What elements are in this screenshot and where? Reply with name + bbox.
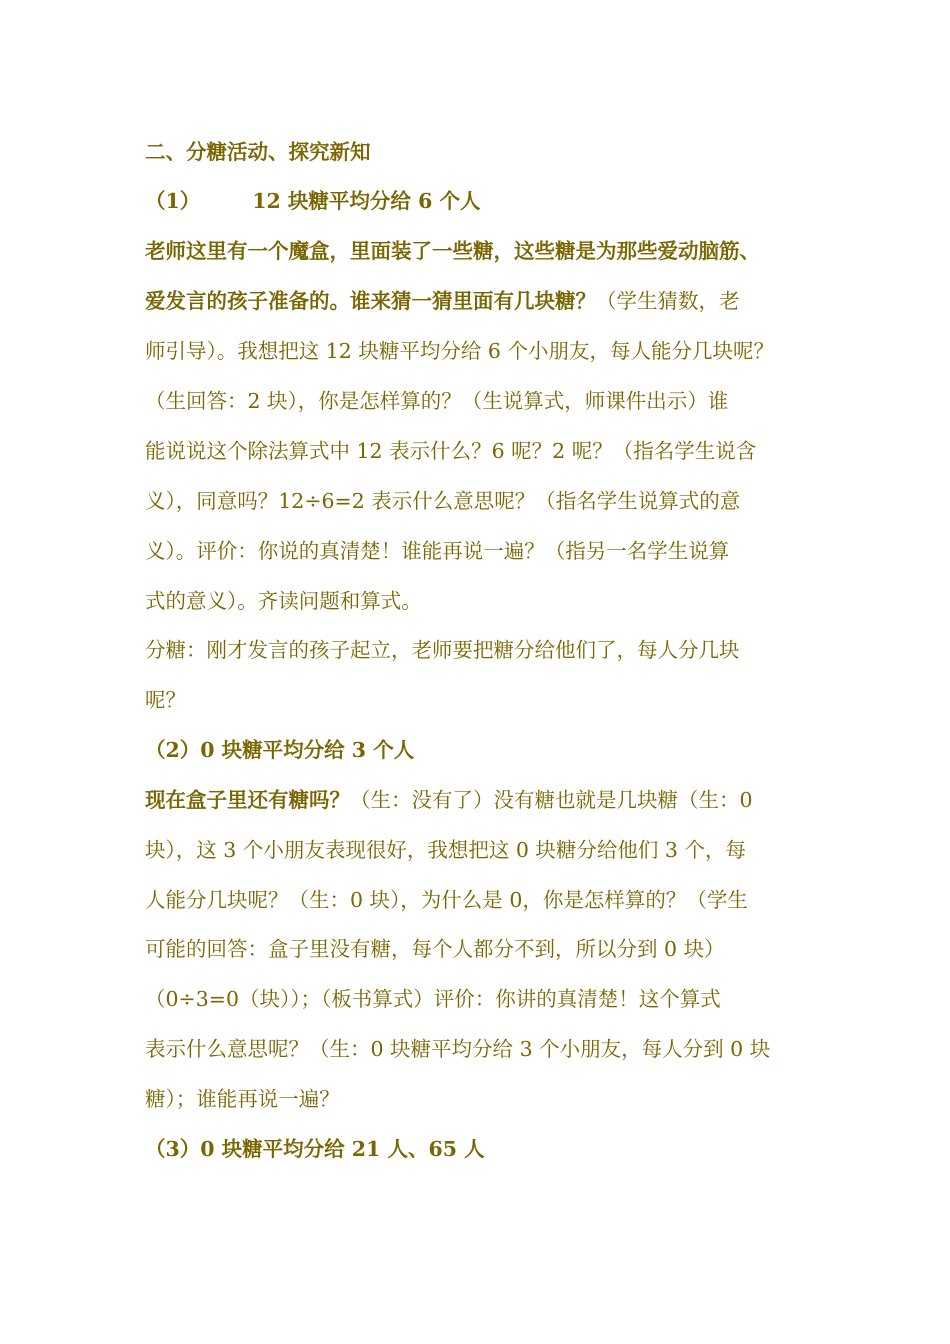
subsection-text: 12 块糖平均分给 6 个人 [252, 189, 481, 213]
paragraph-line [145, 787, 753, 813]
bold-text: 爱发言的孩子准备的。谁来猜一猜里面有几块糖？ [145, 289, 596, 313]
subsection-number: （1） [145, 189, 201, 213]
paragraph-line: 糖）；谁能再说一遍？ [145, 1087, 340, 1111]
subsection-title-2: （2）0 块糖平均分给 3 个人 [145, 738, 415, 762]
subsection-title-3: （3）0 块糖平均分给 21 人、65 人 [145, 1137, 485, 1161]
paragraph-line: 可能的回答：盒子里没有糖，每个人都分不到，所以分到 0 块） [145, 937, 725, 961]
paragraph-line: （0÷3=0（块））；（板书算式）评价：你讲的真清楚！这个算式 [145, 987, 721, 1011]
paragraph-line: 呢？ [145, 688, 186, 712]
bold-text: 现在盒子里还有糖吗？ [145, 788, 350, 812]
paragraph-line: 老师这里有一个魔盒，里面装了一些糖，这些糖是为那些爱动脑筋、 [145, 239, 760, 263]
paragraph-line: 表示什么意思呢？（生：0 块糖平均分给 3 个小朋友，每人分到 0 块 [145, 1037, 771, 1061]
paragraph-line: 能说说这个除法算式中 12 表示什么？6 呢？2 呢？（指名学生说含 [145, 439, 757, 463]
subsection-title-1 [145, 188, 480, 214]
paragraph-line [145, 288, 740, 314]
plain-text: （生：没有了）没有糖也就是几块糖（生：0 [350, 788, 753, 812]
paragraph-line: 式的意义）。齐读问题和算式。 [145, 589, 422, 613]
paragraph-line: 义）。评价：你说的真清楚！谁能再说一遍？（指另一名学生说算 [145, 539, 730, 563]
paragraph-line: 人能分几块呢？（生：0 块），为什么是 0，你是怎样算的？（学生 [145, 888, 748, 912]
section-heading: 二、分糖活动、探究新知 [145, 140, 371, 164]
paragraph-line: （生回答：2 块），你是怎样算的？（生说算式，师课件出示）谁 [145, 389, 729, 413]
paragraph-line: 义），同意吗？12÷6=2 表示什么意思呢？（指名学生说算式的意 [145, 489, 741, 513]
paragraph-line: 分糖：刚才发言的孩子起立，老师要把糖分给他们了，每人分几块 [145, 638, 740, 662]
paragraph-line: 师引导）。我想把这 12 块糖平均分给 6 个小朋友，每人能分几块呢？ [145, 339, 774, 363]
paragraph-line: 块），这 3 个小朋友表现很好，我想把这 0 块糖分给他们 3 个，每 [145, 838, 746, 862]
plain-text: （学生猜数，老 [596, 289, 740, 313]
